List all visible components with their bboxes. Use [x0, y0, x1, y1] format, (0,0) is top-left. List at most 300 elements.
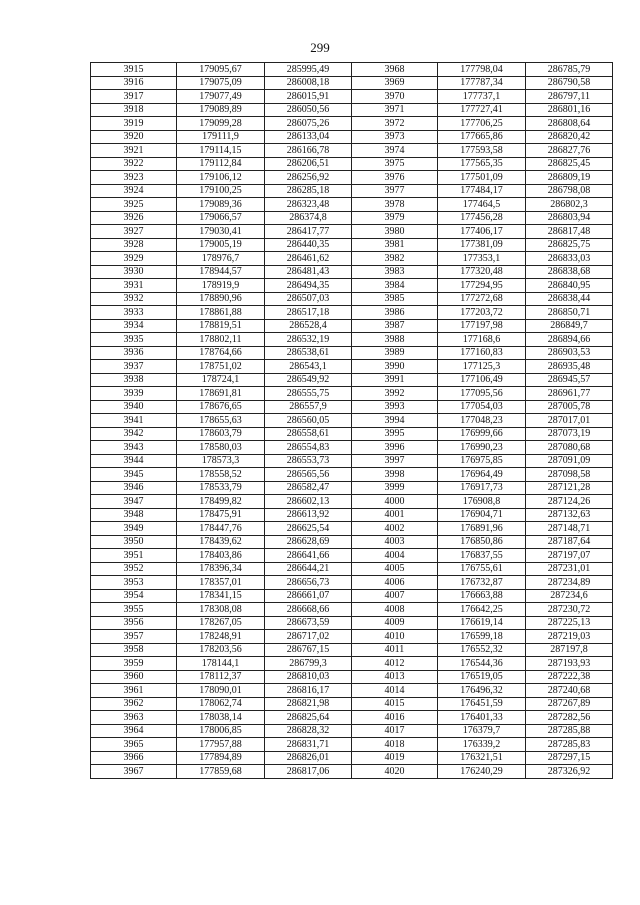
y-coordinate-left-cell: 286602,13	[265, 495, 352, 509]
x-coordinate-right-cell: 176755,61	[438, 562, 526, 576]
x-coordinate-right-cell: 176642,25	[438, 603, 526, 617]
x-coordinate-left-cell: 178006,85	[177, 724, 265, 738]
x-coordinate-left-cell: 179077,49	[177, 90, 265, 104]
point-number-right-cell: 3991	[352, 373, 438, 387]
point-number-left-cell: 3916	[91, 76, 177, 90]
x-coordinate-left-cell: 178090,01	[177, 684, 265, 698]
point-number-left-cell: 3945	[91, 468, 177, 482]
point-number-right-cell: 3975	[352, 157, 438, 171]
x-coordinate-left-cell: 179112,84	[177, 157, 265, 171]
y-coordinate-right-cell: 286833,03	[526, 252, 613, 266]
y-coordinate-right-cell: 287222,38	[526, 670, 613, 684]
y-coordinate-left-cell: 286553,73	[265, 454, 352, 468]
x-coordinate-left-cell: 178144,1	[177, 657, 265, 671]
point-number-right-cell: 4020	[352, 765, 438, 779]
table-row	[91, 468, 613, 482]
y-coordinate-right-cell: 287225,13	[526, 616, 613, 630]
x-coordinate-left-cell: 179089,89	[177, 103, 265, 117]
x-coordinate-left-cell: 178439,62	[177, 535, 265, 549]
y-coordinate-left-cell: 286810,03	[265, 670, 352, 684]
table-row	[91, 630, 613, 644]
point-number-left-cell: 3959	[91, 657, 177, 671]
x-coordinate-right-cell: 177272,68	[438, 292, 526, 306]
y-coordinate-right-cell: 286801,16	[526, 103, 613, 117]
x-coordinate-left-cell: 178573,3	[177, 454, 265, 468]
y-coordinate-left-cell: 286050,56	[265, 103, 352, 117]
table-row	[91, 562, 613, 576]
x-coordinate-left-cell: 178802,11	[177, 333, 265, 347]
point-number-left-cell: 3963	[91, 711, 177, 725]
x-coordinate-right-cell: 176451,59	[438, 697, 526, 711]
x-coordinate-left-cell: 179089,36	[177, 198, 265, 212]
y-coordinate-left-cell: 286821,98	[265, 697, 352, 711]
y-coordinate-right-cell: 287080,68	[526, 441, 613, 455]
y-coordinate-right-cell: 286798,08	[526, 184, 613, 198]
point-number-left-cell: 3951	[91, 549, 177, 563]
point-number-right-cell: 3973	[352, 130, 438, 144]
x-coordinate-left-cell: 177859,68	[177, 765, 265, 779]
point-number-left-cell: 3921	[91, 144, 177, 158]
y-coordinate-right-cell: 286803,94	[526, 211, 613, 225]
y-coordinate-left-cell: 286831,71	[265, 738, 352, 752]
x-coordinate-right-cell: 177197,98	[438, 319, 526, 333]
x-coordinate-left-cell: 178396,34	[177, 562, 265, 576]
y-coordinate-right-cell: 287285,88	[526, 724, 613, 738]
y-coordinate-left-cell: 286075,26	[265, 117, 352, 131]
y-coordinate-left-cell: 286323,48	[265, 198, 352, 212]
table-row	[91, 184, 613, 198]
table-row	[91, 603, 613, 617]
x-coordinate-right-cell: 177381,09	[438, 238, 526, 252]
x-coordinate-left-cell: 178475,91	[177, 508, 265, 522]
y-coordinate-right-cell: 286838,68	[526, 265, 613, 279]
point-number-right-cell: 3971	[352, 103, 438, 117]
y-coordinate-left-cell: 286817,06	[265, 765, 352, 779]
y-coordinate-left-cell: 286558,61	[265, 427, 352, 441]
point-number-right-cell: 3988	[352, 333, 438, 347]
y-coordinate-right-cell: 287282,56	[526, 711, 613, 725]
y-coordinate-left-cell: 286538,61	[265, 346, 352, 360]
y-coordinate-right-cell: 286785,79	[526, 63, 613, 77]
y-coordinate-right-cell: 286825,75	[526, 238, 613, 252]
point-number-right-cell: 3978	[352, 198, 438, 212]
x-coordinate-right-cell: 176837,55	[438, 549, 526, 563]
point-number-left-cell: 3944	[91, 454, 177, 468]
x-coordinate-left-cell: 178751,02	[177, 360, 265, 374]
y-coordinate-left-cell: 286625,54	[265, 522, 352, 536]
x-coordinate-left-cell: 178919,9	[177, 279, 265, 293]
table-row	[91, 657, 613, 671]
y-coordinate-right-cell: 287132,63	[526, 508, 613, 522]
x-coordinate-right-cell: 177203,72	[438, 306, 526, 320]
x-coordinate-right-cell: 176850,86	[438, 535, 526, 549]
y-coordinate-left-cell: 286285,18	[265, 184, 352, 198]
y-coordinate-right-cell: 286961,77	[526, 387, 613, 401]
point-number-right-cell: 4013	[352, 670, 438, 684]
point-number-left-cell: 3947	[91, 495, 177, 509]
y-coordinate-left-cell: 286417,77	[265, 225, 352, 239]
table-row	[91, 454, 613, 468]
table-row	[91, 171, 613, 185]
x-coordinate-right-cell: 176990,23	[438, 441, 526, 455]
point-number-right-cell: 3987	[352, 319, 438, 333]
y-coordinate-left-cell: 286008,18	[265, 76, 352, 90]
table-row	[91, 211, 613, 225]
x-coordinate-left-cell: 178944,57	[177, 265, 265, 279]
y-coordinate-left-cell: 286799,3	[265, 657, 352, 671]
point-number-left-cell: 3928	[91, 238, 177, 252]
x-coordinate-right-cell: 176379,7	[438, 724, 526, 738]
point-number-left-cell: 3964	[91, 724, 177, 738]
x-coordinate-right-cell: 177320,48	[438, 265, 526, 279]
y-coordinate-left-cell: 286166,78	[265, 144, 352, 158]
y-coordinate-left-cell: 286641,66	[265, 549, 352, 563]
table-row	[91, 427, 613, 441]
point-number-left-cell: 3935	[91, 333, 177, 347]
y-coordinate-left-cell: 286374,8	[265, 211, 352, 225]
x-coordinate-right-cell: 176732,87	[438, 576, 526, 590]
y-coordinate-right-cell: 286825,45	[526, 157, 613, 171]
table-row	[91, 522, 613, 536]
x-coordinate-right-cell: 176552,32	[438, 643, 526, 657]
y-coordinate-left-cell: 286557,9	[265, 400, 352, 414]
point-number-right-cell: 4016	[352, 711, 438, 725]
table-row	[91, 549, 613, 563]
y-coordinate-left-cell: 286565,56	[265, 468, 352, 482]
point-number-left-cell: 3936	[91, 346, 177, 360]
y-coordinate-left-cell: 286661,07	[265, 589, 352, 603]
x-coordinate-left-cell: 179111,9	[177, 130, 265, 144]
y-coordinate-right-cell: 286809,19	[526, 171, 613, 185]
x-coordinate-right-cell: 177501,09	[438, 171, 526, 185]
point-number-right-cell: 4000	[352, 495, 438, 509]
point-number-right-cell: 4001	[352, 508, 438, 522]
point-number-left-cell: 3925	[91, 198, 177, 212]
table-row	[91, 738, 613, 752]
y-coordinate-right-cell: 286820,42	[526, 130, 613, 144]
point-number-left-cell: 3952	[91, 562, 177, 576]
table-row	[91, 117, 613, 131]
x-coordinate-right-cell: 176401,33	[438, 711, 526, 725]
y-coordinate-right-cell: 286840,95	[526, 279, 613, 293]
y-coordinate-left-cell: 286549,92	[265, 373, 352, 387]
y-coordinate-left-cell: 286613,92	[265, 508, 352, 522]
y-coordinate-left-cell: 286507,03	[265, 292, 352, 306]
table-row	[91, 373, 613, 387]
x-coordinate-left-cell: 178203,56	[177, 643, 265, 657]
x-coordinate-right-cell: 176964,49	[438, 468, 526, 482]
x-coordinate-right-cell: 177095,56	[438, 387, 526, 401]
x-coordinate-left-cell: 178403,86	[177, 549, 265, 563]
table-row	[91, 414, 613, 428]
x-coordinate-right-cell: 177737,1	[438, 90, 526, 104]
x-coordinate-right-cell: 177456,28	[438, 211, 526, 225]
y-coordinate-right-cell: 287017,01	[526, 414, 613, 428]
x-coordinate-left-cell: 179095,67	[177, 63, 265, 77]
x-coordinate-right-cell: 176544,36	[438, 657, 526, 671]
x-coordinate-left-cell: 178976,7	[177, 252, 265, 266]
y-coordinate-right-cell: 287124,26	[526, 495, 613, 509]
table-row	[91, 508, 613, 522]
point-number-right-cell: 3980	[352, 225, 438, 239]
x-coordinate-right-cell: 177168,6	[438, 333, 526, 347]
x-coordinate-right-cell: 177565,35	[438, 157, 526, 171]
point-number-right-cell: 3968	[352, 63, 438, 77]
point-number-right-cell: 4018	[352, 738, 438, 752]
x-coordinate-left-cell: 178248,91	[177, 630, 265, 644]
x-coordinate-left-cell: 178357,01	[177, 576, 265, 590]
point-number-left-cell: 3924	[91, 184, 177, 198]
point-number-left-cell: 3915	[91, 63, 177, 77]
x-coordinate-right-cell: 176599,18	[438, 630, 526, 644]
point-number-left-cell: 3933	[91, 306, 177, 320]
y-coordinate-left-cell: 285995,49	[265, 63, 352, 77]
x-coordinate-right-cell: 176619,14	[438, 616, 526, 630]
y-coordinate-left-cell: 286461,62	[265, 252, 352, 266]
point-number-right-cell: 4002	[352, 522, 438, 536]
y-coordinate-right-cell: 287234,89	[526, 576, 613, 590]
x-coordinate-right-cell: 177464,5	[438, 198, 526, 212]
point-number-left-cell: 3923	[91, 171, 177, 185]
x-coordinate-left-cell: 178764,66	[177, 346, 265, 360]
point-number-left-cell: 3918	[91, 103, 177, 117]
table-row	[91, 711, 613, 725]
point-number-right-cell: 4009	[352, 616, 438, 630]
point-number-left-cell: 3939	[91, 387, 177, 401]
point-number-right-cell: 3998	[352, 468, 438, 482]
x-coordinate-left-cell: 178655,63	[177, 414, 265, 428]
x-coordinate-left-cell: 178724,1	[177, 373, 265, 387]
x-coordinate-right-cell: 176321,51	[438, 751, 526, 765]
point-number-right-cell: 3990	[352, 360, 438, 374]
point-number-right-cell: 4015	[352, 697, 438, 711]
point-number-right-cell: 4014	[352, 684, 438, 698]
table-row	[91, 360, 613, 374]
point-number-right-cell: 3985	[352, 292, 438, 306]
table-row	[91, 157, 613, 171]
point-number-left-cell: 3927	[91, 225, 177, 239]
coordinates-table-body	[91, 63, 613, 779]
x-coordinate-right-cell: 176519,05	[438, 670, 526, 684]
point-number-right-cell: 3994	[352, 414, 438, 428]
point-number-left-cell: 3920	[91, 130, 177, 144]
point-number-left-cell: 3967	[91, 765, 177, 779]
x-coordinate-left-cell: 178062,74	[177, 697, 265, 711]
y-coordinate-right-cell: 287193,93	[526, 657, 613, 671]
x-coordinate-left-cell: 178308,08	[177, 603, 265, 617]
y-coordinate-left-cell: 286816,17	[265, 684, 352, 698]
y-coordinate-left-cell: 286494,35	[265, 279, 352, 293]
x-coordinate-right-cell: 177294,95	[438, 279, 526, 293]
x-coordinate-left-cell: 178447,76	[177, 522, 265, 536]
page-number: 299	[310, 40, 330, 55]
y-coordinate-left-cell: 286206,51	[265, 157, 352, 171]
y-coordinate-right-cell: 287197,07	[526, 549, 613, 563]
y-coordinate-left-cell: 286828,32	[265, 724, 352, 738]
x-coordinate-left-cell: 179030,41	[177, 225, 265, 239]
y-coordinate-right-cell: 286808,64	[526, 117, 613, 131]
y-coordinate-left-cell: 286825,64	[265, 711, 352, 725]
point-number-left-cell: 3941	[91, 414, 177, 428]
point-number-left-cell: 3934	[91, 319, 177, 333]
point-number-left-cell: 3953	[91, 576, 177, 590]
point-number-right-cell: 4005	[352, 562, 438, 576]
y-coordinate-right-cell: 287187,64	[526, 535, 613, 549]
y-coordinate-right-cell: 287240,68	[526, 684, 613, 698]
point-number-right-cell: 4007	[352, 589, 438, 603]
x-coordinate-right-cell: 176975,85	[438, 454, 526, 468]
x-coordinate-left-cell: 178499,82	[177, 495, 265, 509]
point-number-left-cell: 3917	[91, 90, 177, 104]
table-row	[91, 441, 613, 455]
x-coordinate-left-cell: 179100,25	[177, 184, 265, 198]
point-number-right-cell: 3974	[352, 144, 438, 158]
table-row	[91, 697, 613, 711]
y-coordinate-right-cell: 287267,89	[526, 697, 613, 711]
x-coordinate-right-cell: 176663,88	[438, 589, 526, 603]
table-row	[91, 130, 613, 144]
table-row	[91, 576, 613, 590]
y-coordinate-right-cell: 286945,57	[526, 373, 613, 387]
y-coordinate-right-cell: 287148,71	[526, 522, 613, 536]
point-number-left-cell: 3955	[91, 603, 177, 617]
point-number-left-cell: 3949	[91, 522, 177, 536]
x-coordinate-left-cell: 179075,09	[177, 76, 265, 90]
point-number-left-cell: 3966	[91, 751, 177, 765]
point-number-right-cell: 3986	[352, 306, 438, 320]
point-number-left-cell: 3954	[91, 589, 177, 603]
x-coordinate-right-cell: 177125,3	[438, 360, 526, 374]
y-coordinate-left-cell: 286673,59	[265, 616, 352, 630]
table-row	[91, 765, 613, 779]
table-row	[91, 589, 613, 603]
y-coordinate-left-cell: 286668,66	[265, 603, 352, 617]
x-coordinate-left-cell: 178890,96	[177, 292, 265, 306]
y-coordinate-left-cell: 286560,05	[265, 414, 352, 428]
x-coordinate-right-cell: 177665,86	[438, 130, 526, 144]
point-number-right-cell: 3972	[352, 117, 438, 131]
y-coordinate-right-cell: 286849,7	[526, 319, 613, 333]
y-coordinate-right-cell: 287073,19	[526, 427, 613, 441]
y-coordinate-right-cell: 287234,6	[526, 589, 613, 603]
y-coordinate-right-cell: 287121,28	[526, 481, 613, 495]
y-coordinate-right-cell: 287285,83	[526, 738, 613, 752]
y-coordinate-left-cell: 286133,04	[265, 130, 352, 144]
point-number-left-cell: 3926	[91, 211, 177, 225]
x-coordinate-left-cell: 178112,37	[177, 670, 265, 684]
point-number-right-cell: 3983	[352, 265, 438, 279]
table-row	[91, 333, 613, 347]
point-number-left-cell: 3930	[91, 265, 177, 279]
x-coordinate-right-cell: 177798,04	[438, 63, 526, 77]
point-number-right-cell: 3984	[352, 279, 438, 293]
x-coordinate-right-cell: 177484,17	[438, 184, 526, 198]
point-number-left-cell: 3948	[91, 508, 177, 522]
x-coordinate-left-cell: 178267,05	[177, 616, 265, 630]
table-row	[91, 225, 613, 239]
y-coordinate-right-cell: 286838,44	[526, 292, 613, 306]
y-coordinate-right-cell: 286903,53	[526, 346, 613, 360]
x-coordinate-left-cell: 178861,88	[177, 306, 265, 320]
x-coordinate-right-cell: 177160,83	[438, 346, 526, 360]
y-coordinate-right-cell: 287005,78	[526, 400, 613, 414]
point-number-right-cell: 3999	[352, 481, 438, 495]
point-number-right-cell: 3977	[352, 184, 438, 198]
x-coordinate-left-cell: 179005,19	[177, 238, 265, 252]
x-coordinate-right-cell: 177406,17	[438, 225, 526, 239]
table-row	[91, 265, 613, 279]
point-number-right-cell: 4019	[352, 751, 438, 765]
table-row	[91, 724, 613, 738]
point-number-right-cell: 3995	[352, 427, 438, 441]
y-coordinate-right-cell: 287297,15	[526, 751, 613, 765]
x-coordinate-left-cell: 179066,57	[177, 211, 265, 225]
y-coordinate-right-cell: 287326,92	[526, 765, 613, 779]
y-coordinate-left-cell: 286628,69	[265, 535, 352, 549]
point-number-right-cell: 4011	[352, 643, 438, 657]
x-coordinate-left-cell: 178038,14	[177, 711, 265, 725]
point-number-left-cell: 3942	[91, 427, 177, 441]
x-coordinate-right-cell: 176496,32	[438, 684, 526, 698]
x-coordinate-left-cell: 179099,28	[177, 117, 265, 131]
table-row	[91, 103, 613, 117]
y-coordinate-left-cell: 286481,43	[265, 265, 352, 279]
point-number-right-cell: 3976	[352, 171, 438, 185]
x-coordinate-right-cell: 176917,73	[438, 481, 526, 495]
point-number-left-cell: 3965	[91, 738, 177, 752]
table-row	[91, 292, 613, 306]
x-coordinate-left-cell: 178533,79	[177, 481, 265, 495]
x-coordinate-right-cell: 177106,49	[438, 373, 526, 387]
point-number-right-cell: 4017	[352, 724, 438, 738]
x-coordinate-left-cell: 177894,89	[177, 751, 265, 765]
x-coordinate-left-cell: 179106,12	[177, 171, 265, 185]
table-row	[91, 76, 613, 90]
point-number-right-cell: 4006	[352, 576, 438, 590]
x-coordinate-right-cell: 177787,34	[438, 76, 526, 90]
table-row	[91, 535, 613, 549]
x-coordinate-left-cell: 178603,79	[177, 427, 265, 441]
x-coordinate-left-cell: 179114,15	[177, 144, 265, 158]
point-number-right-cell: 4010	[352, 630, 438, 644]
y-coordinate-left-cell: 286656,73	[265, 576, 352, 590]
y-coordinate-right-cell: 286802,3	[526, 198, 613, 212]
table-row	[91, 319, 613, 333]
point-number-left-cell: 3960	[91, 670, 177, 684]
table-row	[91, 346, 613, 360]
point-number-left-cell: 3919	[91, 117, 177, 131]
x-coordinate-right-cell: 177048,23	[438, 414, 526, 428]
point-number-left-cell: 3961	[91, 684, 177, 698]
y-coordinate-right-cell: 286817,48	[526, 225, 613, 239]
table-row	[91, 90, 613, 104]
x-coordinate-right-cell: 176999,66	[438, 427, 526, 441]
y-coordinate-right-cell: 287197,8	[526, 643, 613, 657]
point-number-left-cell: 3943	[91, 441, 177, 455]
point-number-right-cell: 4008	[352, 603, 438, 617]
y-coordinate-left-cell: 286532,19	[265, 333, 352, 347]
y-coordinate-right-cell: 287219,03	[526, 630, 613, 644]
point-number-left-cell: 3931	[91, 279, 177, 293]
y-coordinate-left-cell: 286015,91	[265, 90, 352, 104]
x-coordinate-left-cell: 178341,15	[177, 589, 265, 603]
table-row	[91, 481, 613, 495]
point-number-left-cell: 3957	[91, 630, 177, 644]
point-number-right-cell: 4004	[352, 549, 438, 563]
y-coordinate-right-cell: 286894,66	[526, 333, 613, 347]
table-row	[91, 279, 613, 293]
point-number-right-cell: 3992	[352, 387, 438, 401]
